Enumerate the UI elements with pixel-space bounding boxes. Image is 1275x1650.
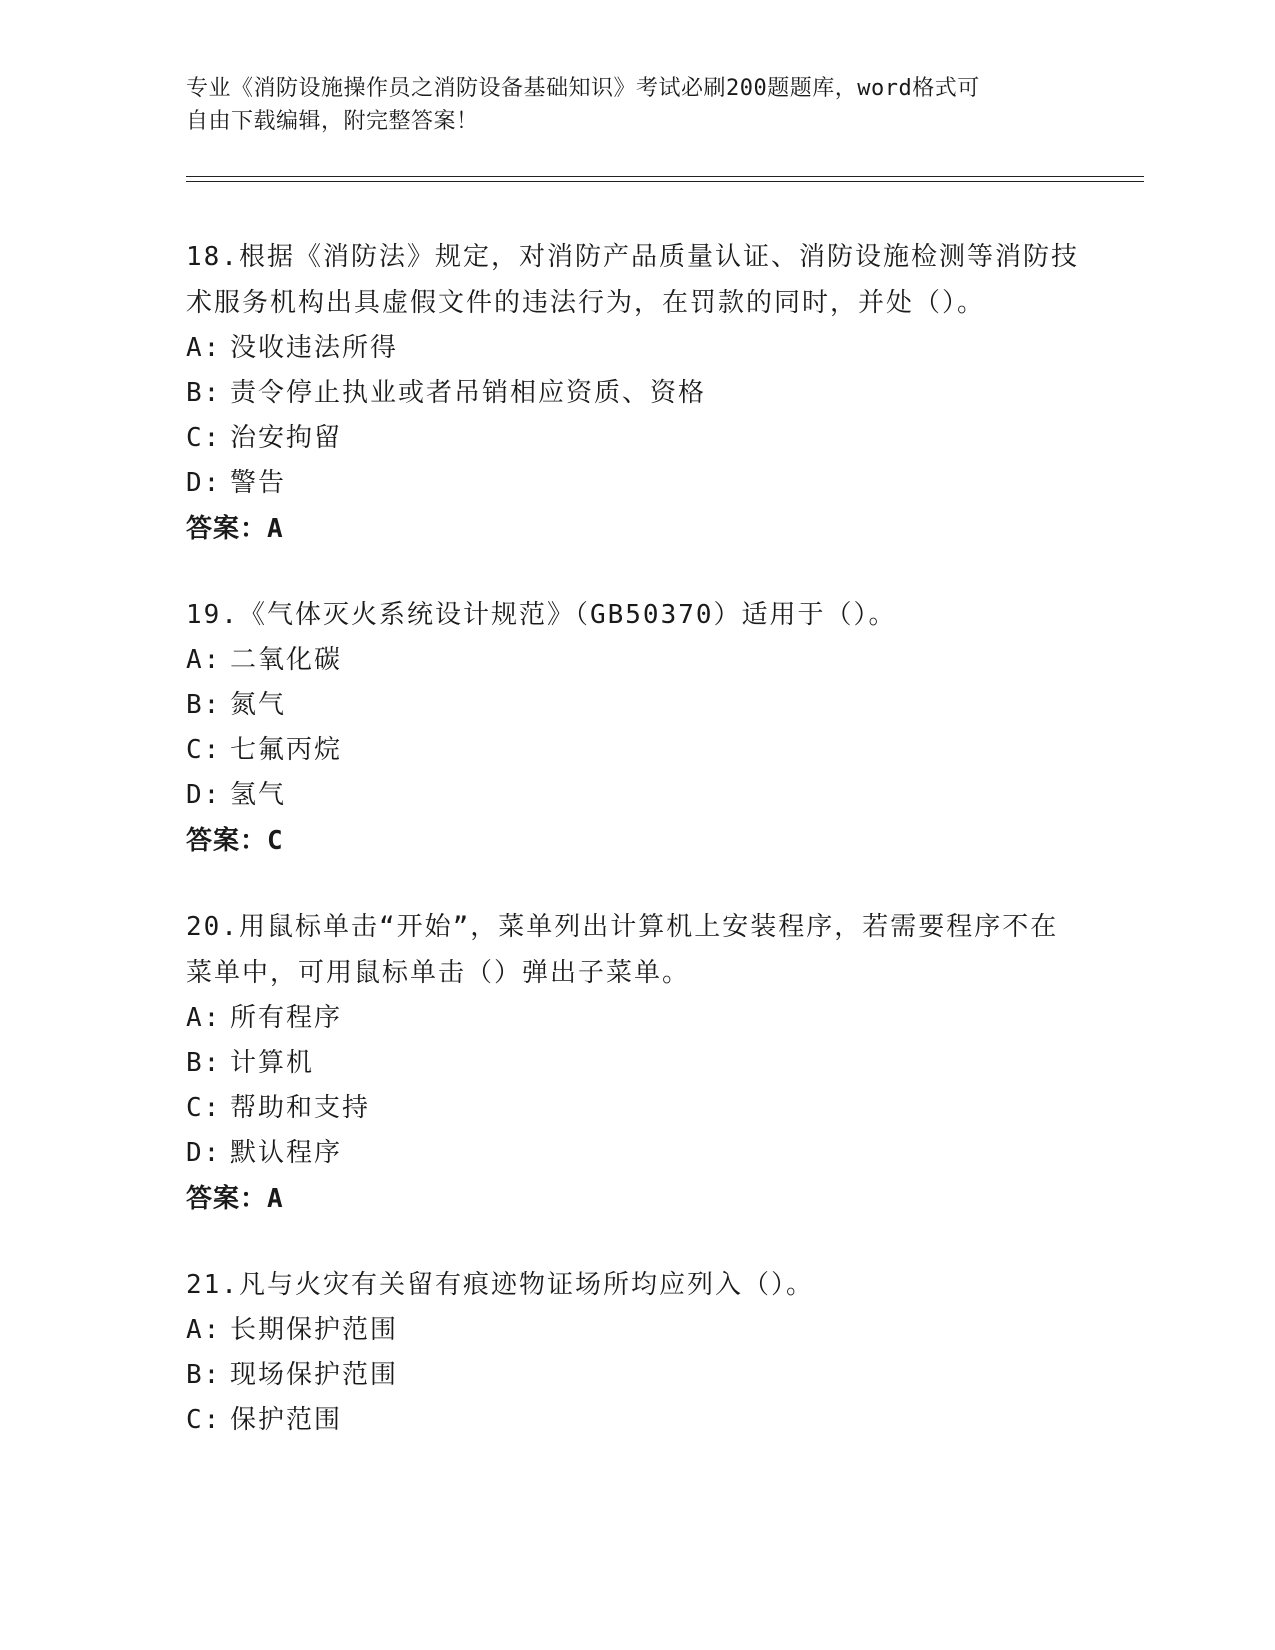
question-18	[186, 234, 1086, 552]
option-letter: B:	[186, 1048, 222, 1078]
option-letter: A:	[186, 1315, 222, 1345]
option-c	[186, 728, 1086, 773]
option-text: 责令停止执业或者吊销相应资质、资格	[230, 378, 707, 408]
answer-line	[186, 506, 1086, 552]
option-b	[186, 1041, 1086, 1086]
option-text: 治安拘留	[230, 423, 343, 453]
option-c	[186, 1086, 1086, 1131]
option-letter: D:	[186, 1138, 222, 1168]
option-letter: D:	[186, 468, 222, 498]
option-letter: B:	[186, 1360, 222, 1390]
option-text: 没收违法所得	[230, 333, 399, 363]
answer-label: 答案：	[186, 514, 268, 544]
header-divider-bottom	[186, 181, 1144, 182]
question-stem: 18.根据《消防法》规定，对消防产品质量认证、消防设施检测等消防技术服务机构出具虚假文件的违法行为，在罚款的同时，并处（）。	[186, 242, 1079, 318]
option-text: 现场保护范围	[230, 1360, 399, 1390]
option-d	[186, 461, 1086, 506]
option-text: 七氟丙烷	[230, 735, 343, 765]
header-line-1: 专业《消防设施操作员之消防设备基础知识》考试必刷200题题库，word格式可	[186, 76, 980, 101]
option-a	[186, 638, 1086, 683]
option-text: 二氧化碳	[230, 645, 343, 675]
option-a	[186, 1308, 1086, 1353]
option-letter: A:	[186, 645, 222, 675]
answer-label: 答案：	[186, 1184, 268, 1214]
answer-label: 答案：	[186, 826, 268, 856]
option-letter: C:	[186, 423, 222, 453]
option-d	[186, 1131, 1086, 1176]
option-text: 计算机	[230, 1048, 315, 1078]
option-letter: A:	[186, 333, 222, 363]
option-letter: C:	[186, 735, 222, 765]
question-stem: 20.用鼠标单击“开始”，菜单列出计算机上安装程序，若需要程序不在菜单中，可用鼠标单击（）弹出子菜单。	[186, 912, 1059, 988]
question-list	[186, 234, 1086, 1483]
question-21	[186, 1262, 1086, 1443]
option-text: 保护范围	[230, 1405, 343, 1435]
option-b	[186, 1353, 1086, 1398]
option-letter: C:	[186, 1405, 222, 1435]
option-text: 所有程序	[230, 1003, 343, 1033]
option-text: 氮气	[230, 690, 287, 720]
option-text: 默认程序	[230, 1138, 343, 1168]
header-divider-top	[186, 176, 1144, 177]
answer-value: A	[267, 514, 284, 544]
option-a	[186, 996, 1086, 1041]
question-stem: 19.《气体灭火系统设计规范》（GB50370）适用于（）。	[186, 600, 897, 630]
question-stem: 21.凡与火灾有关留有痕迹物证场所均应列入（）。	[186, 1270, 814, 1300]
option-letter: B:	[186, 378, 222, 408]
option-text: 长期保护范围	[230, 1315, 399, 1345]
option-c	[186, 416, 1086, 461]
option-c	[186, 1398, 1086, 1443]
option-letter: A:	[186, 1003, 222, 1033]
answer-value: A	[267, 1184, 284, 1214]
option-letter: C:	[186, 1093, 222, 1123]
option-text: 警告	[230, 468, 287, 498]
option-b	[186, 683, 1086, 728]
answer-line	[186, 1176, 1086, 1222]
question-19	[186, 592, 1086, 864]
header-line-2: 自由下载编辑，附完整答案！	[186, 109, 479, 134]
option-letter: D:	[186, 780, 222, 810]
option-letter: B:	[186, 690, 222, 720]
answer-value: C	[267, 826, 284, 856]
document-header	[186, 72, 1086, 138]
option-d	[186, 773, 1086, 818]
option-text: 帮助和支持	[230, 1093, 371, 1123]
option-a	[186, 326, 1086, 371]
option-b	[186, 371, 1086, 416]
option-text: 氢气	[230, 780, 287, 810]
question-20	[186, 904, 1086, 1222]
answer-line	[186, 818, 1086, 864]
